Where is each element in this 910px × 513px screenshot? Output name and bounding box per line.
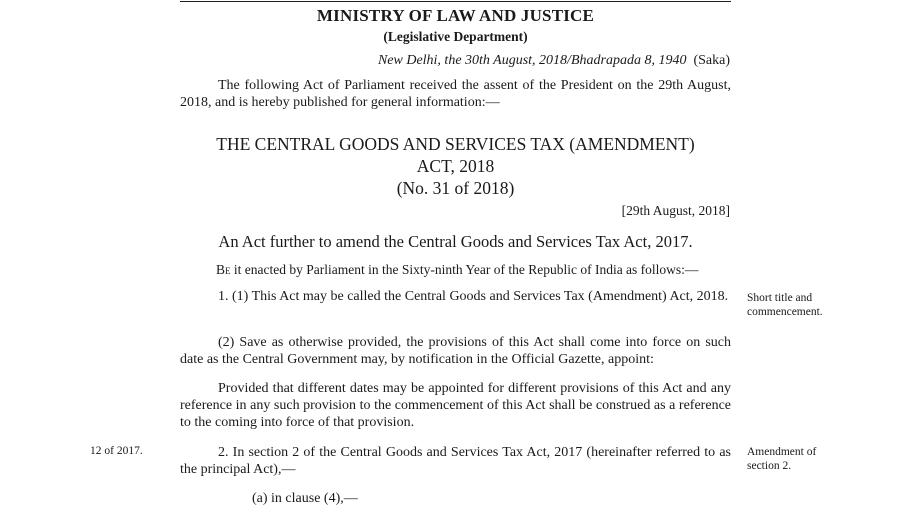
long-title: An Act further to amend the Central Goods and Services Tax Act, 2017.	[218, 232, 693, 251]
left-margin-reference: 12 of 2017.	[90, 445, 143, 457]
margin-note-short-title: Short title and commencement.	[747, 292, 823, 318]
header-rule	[180, 1, 731, 2]
section-1-2: (2) Save as otherwise provided, the provisions of this Act shall come into force on such date as the Central Government may, by notification in the Official Gazette, appoint:	[180, 335, 731, 367]
assent-date: [29th August, 2018]	[621, 203, 730, 218]
enacting-text: it enacted by Parliament in the Sixty-ninth Year of the Republic of India as follows:—	[230, 262, 699, 277]
enacting-prefix: Be	[216, 262, 231, 277]
saka-label: (Saka)	[693, 53, 730, 68]
section-2: 2. In section 2 of the Central Goods and Services Tax Act, 2017 (hereinafter referred to as the principal Act),—	[180, 445, 731, 477]
date-saka: Bhadrapada 8, 1940	[570, 53, 687, 68]
publication-date	[378, 53, 730, 69]
intro-paragraph: The following Act of Parliament received the assent of the President on the 29th August, 2018, and is hereby published for general information:—	[180, 78, 731, 110]
section-1-1: 1. (1) This Act may be called the Central Goods and Services Tax (Amendment) Act, 2018.	[218, 289, 729, 304]
act-number: (No. 31 of 2018)	[396, 178, 515, 198]
department-subheading: (Legislative Department)	[383, 29, 528, 44]
ministry-heading: MINISTRY OF LAW AND JUSTICE	[316, 6, 595, 25]
date-place: New Delhi, the 30th August, 2018/	[377, 53, 571, 68]
proviso: Provided that different dates may be appointed for different provisions of this Act and any reference in any such provision to the commencement of this Act shall be construed as a reference to the coming into force of that provision.	[180, 381, 731, 430]
clause-a: (a) in clause (4),—	[252, 491, 358, 506]
act-title-line1: THE CENTRAL GOODS AND SERVICES TAX (AMENDMENT)	[216, 134, 695, 154]
act-title-line2: ACT, 2018	[416, 156, 495, 176]
enacting-formula	[216, 262, 698, 278]
margin-note-amendment: Amendment of section 2.	[747, 446, 817, 472]
